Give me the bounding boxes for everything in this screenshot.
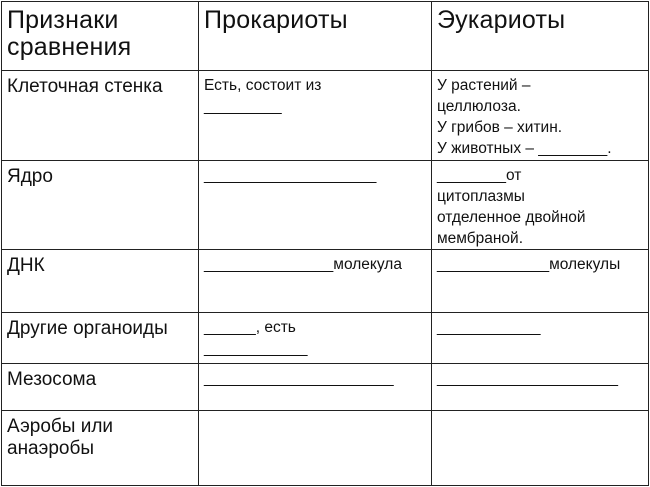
answer-line: ____________	[204, 340, 308, 357]
table-row	[2, 313, 649, 364]
prokaryotes-cell	[199, 313, 432, 364]
feature-label: ДНК	[7, 255, 45, 276]
feature-label: Другие органоиды	[7, 318, 168, 339]
feature-label: Мезосома	[7, 369, 97, 390]
answer-line: отделенное двойной	[437, 209, 586, 226]
answer-line: У грибов – хитин.	[437, 119, 563, 136]
header-eukaryotes: Эукариоты	[437, 6, 566, 34]
prokaryotes-cell	[199, 71, 432, 161]
feature-cell	[2, 71, 199, 161]
prokaryotes-cell	[199, 250, 432, 313]
feature-cell	[2, 250, 199, 313]
prokaryotes-cell	[199, 364, 432, 411]
feature-label: Аэробы или анаэробы	[7, 416, 114, 459]
prokaryotes-answer	[199, 161, 431, 186]
answer-line: ____________________	[204, 167, 377, 184]
feature-cell	[2, 364, 199, 411]
eukaryotes-answer	[432, 71, 648, 159]
prokaryotes-cell	[199, 411, 432, 486]
table-row	[2, 250, 649, 313]
table-row	[2, 411, 649, 486]
comparison-table	[1, 1, 649, 486]
answer-line: цитоплазмы	[437, 188, 525, 205]
answer-line: _____________________	[437, 370, 619, 387]
feature-label: Ядро	[7, 166, 53, 187]
table-row	[2, 161, 649, 250]
feature-label: Клеточная стенка	[7, 76, 163, 97]
eukaryotes-cell	[432, 161, 649, 250]
eukaryotes-answer	[432, 250, 648, 275]
eukaryotes-answer	[432, 411, 648, 415]
prokaryotes-answer	[199, 364, 431, 389]
prokaryotes-answer	[199, 71, 431, 117]
answer-line: ________от	[437, 167, 522, 184]
prokaryotes-cell	[199, 161, 432, 250]
eukaryotes-cell	[432, 411, 649, 486]
answer-line: У животных – ________.	[437, 140, 612, 157]
feature-cell	[2, 411, 199, 486]
eukaryotes-cell	[432, 364, 649, 411]
answer-line: _________	[204, 98, 282, 115]
answer-line: целлюлоза.	[437, 98, 521, 115]
answer-line: ______, есть	[204, 319, 296, 336]
eukaryotes-answer	[432, 313, 648, 338]
eukaryotes-answer	[432, 161, 648, 249]
header-cell	[2, 2, 199, 71]
header-cell	[432, 2, 649, 71]
prokaryotes-answer	[199, 411, 431, 415]
header-features: Признаки сравнения	[7, 6, 132, 61]
answer-line: У растений –	[437, 77, 531, 94]
answer-line: ____________	[437, 319, 541, 336]
eukaryotes-cell	[432, 313, 649, 364]
header-prokaryotes: Прокариоты	[204, 6, 348, 34]
table-row	[2, 71, 649, 161]
prokaryotes-answer	[199, 313, 431, 359]
header-row	[2, 2, 649, 71]
answer-line: _____________молекулы	[437, 256, 621, 273]
table-row	[2, 364, 649, 411]
feature-cell	[2, 161, 199, 250]
header-cell	[199, 2, 432, 71]
eukaryotes-cell	[432, 250, 649, 313]
answer-line: мембраной.	[437, 230, 524, 247]
eukaryotes-cell	[432, 71, 649, 161]
prokaryotes-answer	[199, 250, 431, 275]
answer-line: _______________молекула	[204, 256, 402, 273]
answer-line: ______________________	[204, 370, 394, 387]
feature-cell	[2, 313, 199, 364]
answer-line: Есть, состоит из	[204, 77, 322, 94]
eukaryotes-answer	[432, 364, 648, 389]
